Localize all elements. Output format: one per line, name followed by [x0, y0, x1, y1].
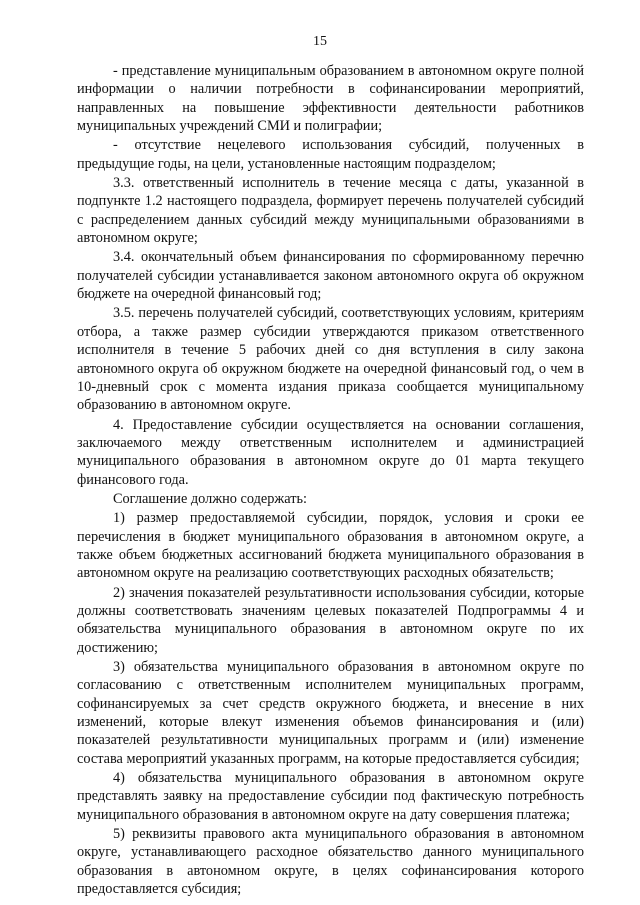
paragraph-item-4: 4) обязательства муниципального образования в автономном округе представлять заявку на предоставление субсидии под фактическую потребность муниципального образования в автономном округе на дату совершения платежа;: [77, 770, 584, 823]
page-number: 15: [313, 34, 327, 49]
paragraph-item-5: 5) реквизиты правового акта муниципального образования в автономном округе, устанавливающего расходное обязательство данного муниципального образования в автономном округе, в целях софинансирования которого предоставляется субсидия;: [77, 826, 584, 898]
paragraph-3-5: 3.5. перечень получателей субсидий, соответствующих условиям, критериям отбора, а также размер субсидии утверждаются приказом ответственного исполнителя в течение 5 рабочих дней со дня вступления в силу закона автономного округа об окружном бюджете на очередной финансовый год, о чем в 10-дневный срок с момента издания приказа сообщается муниципальному образованию в автономном округе.: [77, 305, 584, 414]
paragraph-item-3: 3) обязательства муниципального образования в автономном округе по согласованию с ответственным исполнителем муниципальных программ, софинансируемых за счет средств окружного бюджета, и внесение в них изменений, которые влекут изменения объемов финансирования и (или) показателей результативности муниципальных программ и (или) изменение состава мероприятий указанных программ, на которые предоставляется субсидия;: [77, 659, 584, 767]
paragraph-item-1: 1) размер предоставляемой субсидии, порядок, условия и сроки ее перечисления в бюджет муниципального образования в автономном округе, а также объем бюджетных ассигнований бюджета муниципального образования в автономном округе на реализацию соответствующих расходных обязательств;: [77, 510, 584, 582]
paragraph-item-2: 2) значения показателей результативности использования субсидии, которые должны соответствовать значениям целевых показателей Подпрограммы 4 и обязательства муниципального образования в автономном округе по их достижению;: [77, 584, 584, 656]
paragraph-4: 4. Предоставление субсидии осуществляется на основании соглашения, заключаемого между ответственным исполнителем и администрацией муниципального образования в автономном округе до 01 марта текущего финансового года.: [77, 416, 584, 488]
paragraph-information-provision: - представление муниципальным образованием в автономном округе полной информации о наличии потребности в софинансировании мероприятий, направленных на повышение эффективности деятельности работников муниципальных учреждений СМИ и полиграфии;: [77, 63, 584, 135]
paragraph-3-3: 3.3. ответственный исполнитель в течение месяца с даты, указанной в подпункте 1.2 настоящего подраздела, формирует перечень получателей субсидий с распределением данных субсидий между муниципальными образованиями в автономном округе;: [77, 175, 584, 247]
paragraph-3-4: 3.4. окончательный объем финансирования по сформированному перечню получателей субсидии устанавливается законом автономного округа об окружном бюджете на очередной финансовый год;: [77, 249, 584, 303]
paragraph-no-misuse: - отсутствие нецелевого использования субсидий, полученных в предыдущие годы, на цели, установленные настоящим подразделом;: [77, 137, 584, 172]
document-body: [77, 62, 584, 899]
paragraph-agreement-intro: Соглашение должно содержать:: [113, 490, 307, 507]
